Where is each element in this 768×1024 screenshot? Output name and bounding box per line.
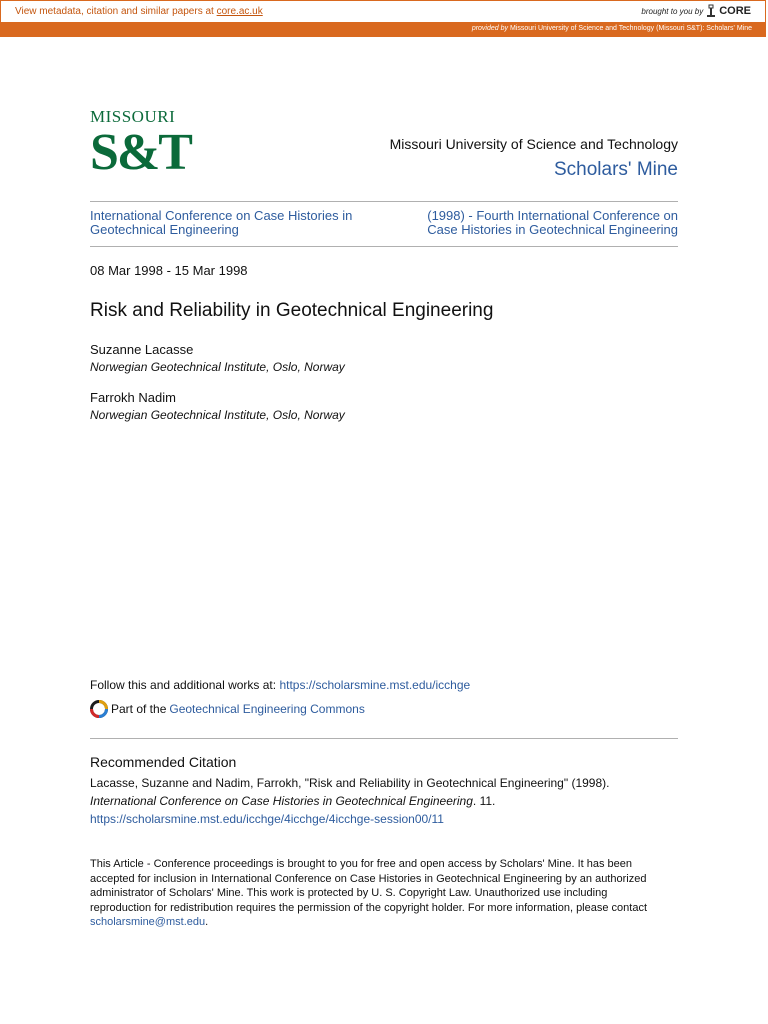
divider	[90, 738, 678, 739]
citation-venue-line	[90, 792, 690, 810]
part-of-line	[90, 700, 365, 718]
citation-url[interactable]: https://scholarsmine.mst.edu/icchge/4icchge/4icchge-session00/11	[90, 812, 444, 826]
citation-venue: International Conference on Case Histories in Geotechnical Engineering	[90, 794, 473, 808]
provided-by-bar	[0, 22, 766, 37]
divider	[90, 201, 678, 202]
mst-logo[interactable]	[90, 107, 191, 184]
core-logo-icon	[706, 4, 716, 18]
conference-event-link[interactable]: (1998) - Fourth International Conference on Case Histories in Geotechnical Engineering	[427, 208, 678, 237]
citation-text: Lacasse, Suzanne and Nadim, Farrokh, "Risk and Reliability in Geotechnical Engineering" (1998).	[90, 776, 610, 790]
core-metadata-text: View metadata, citation and similar papers at	[15, 6, 214, 17]
provided-label: provided by	[471, 25, 509, 32]
notice-text: This Article - Conference proceedings is brought to you for free and open access by Scholars' Mine. It has been accepted for inclusion in International Conference on Case Histories in Geotechnical Engineering by an authorized administrator of Scholars' Mine. This work is protected by U. S. Copyright Law. Unauthorized use including reproduction for redistribution requires the permission of the copyright holder. For more information, please contact	[90, 858, 648, 914]
network-commons-icon	[90, 700, 108, 718]
collection-link[interactable]: https://scholarsmine.mst.edu/icchge	[279, 678, 471, 692]
core-metadata-note	[15, 6, 263, 17]
conference-series-link[interactable]: International Conference on Case Histories in Geotechnical Engineering	[90, 208, 353, 237]
paper-title: Risk and Reliability in Geotechnical Engineering	[90, 300, 494, 321]
citation-number: . 11.	[472, 794, 496, 808]
commons-link[interactable]: Geotechnical Engineering Commons	[169, 702, 365, 716]
repository-link[interactable]: Scholars' Mine	[553, 159, 678, 180]
core-brand[interactable]: CORE	[719, 5, 751, 17]
core-banner	[0, 0, 766, 22]
author-affiliation: Norwegian Geotechnical Institute, Oslo, Norway	[90, 360, 345, 374]
follow-line	[90, 678, 470, 692]
logo-st: S&T	[90, 124, 191, 181]
author-name: Suzanne Lacasse	[90, 342, 194, 357]
contact-email-link[interactable]: scholarsmine@mst.edu	[90, 916, 206, 929]
part-of-label: Part of the	[111, 702, 167, 716]
divider	[90, 246, 678, 247]
access-notice	[90, 857, 670, 930]
author-affiliation: Norwegian Geotechnical Institute, Oslo, Norway	[90, 408, 345, 422]
event-dates: 08 Mar 1998 - 15 Mar 1998	[90, 263, 248, 278]
author-name: Farrokh Nadim	[90, 390, 176, 405]
core-brought-by	[641, 4, 751, 18]
citation-heading: Recommended Citation	[90, 754, 237, 770]
institution-name: Missouri University of Science and Technology	[389, 136, 678, 152]
citation-body	[90, 774, 690, 828]
provided-source: Missouri University of Science and Technology (Missouri S&T): Scholars' Mine	[509, 25, 752, 32]
logo-missouri: MISSOURI	[90, 107, 176, 126]
notice-end: .	[205, 916, 209, 929]
core-link[interactable]: core.ac.uk	[216, 6, 263, 17]
follow-label: Follow this and additional works at:	[90, 678, 277, 692]
brought-by-text: brought to you by	[641, 6, 704, 16]
